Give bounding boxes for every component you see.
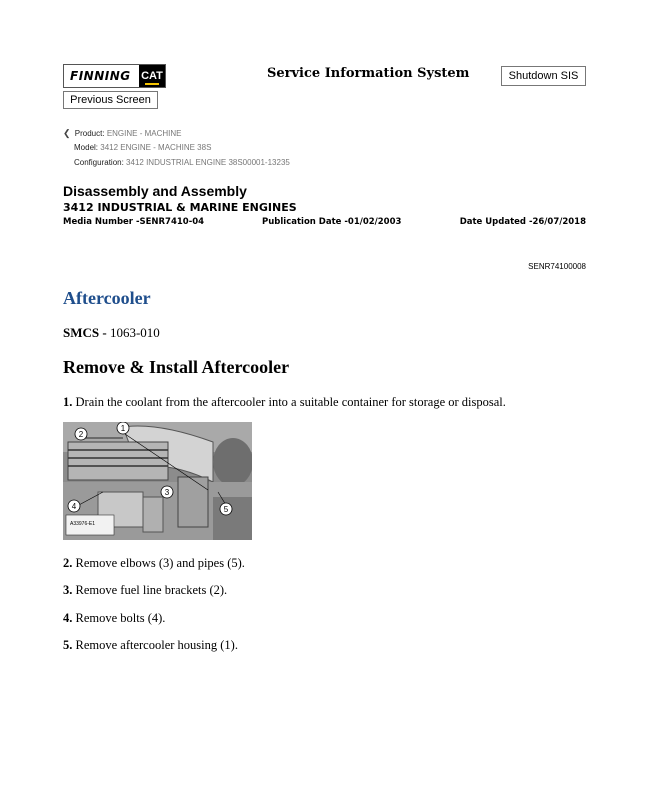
aftercooler-illustration [63, 422, 252, 540]
product-label: Product: [74, 129, 105, 138]
step-5 [63, 638, 238, 653]
product-value: ENGINE - MACHINE [106, 129, 182, 138]
cat-badge: CAT [139, 65, 165, 87]
chevron-left-icon[interactable]: ❮ [63, 128, 71, 138]
step-4 [63, 611, 165, 626]
shutdown-sis-button[interactable]: Shutdown SIS [501, 66, 586, 86]
product-line [63, 128, 181, 139]
logo-text: FINNING [70, 69, 131, 83]
model-line [74, 143, 211, 152]
media-number: Media Number -SENR7410-04 [63, 217, 205, 227]
procedure-title: Remove & Install Aftercooler [63, 357, 290, 377]
step-text: Remove bolts (4). [75, 611, 166, 625]
step-text: Drain the coolant from the aftercooler into a suitable container for storage or disposal. [75, 395, 506, 409]
publication-date: Publication Date -01/02/2003 [262, 217, 402, 227]
step-number: 2. [63, 556, 73, 570]
callout-2 [75, 428, 87, 440]
configuration-line [74, 158, 290, 167]
smcs-value: 1063-010 [109, 325, 160, 340]
system-title: Service Information System [267, 66, 470, 81]
configuration-value: 3412 INDUSTRIAL ENGINE 38S00001-13235 [126, 158, 290, 167]
step-3 [63, 583, 227, 598]
callout-5 [220, 503, 232, 515]
step-number: 1. [63, 395, 73, 409]
callout-4 [68, 500, 80, 512]
callout-3 [161, 486, 173, 498]
document-type: Disassembly and Assembly [63, 183, 247, 199]
smcs-label: SMCS - [63, 325, 107, 340]
callout-3-label: 3 [164, 488, 170, 497]
callout-2-label: 2 [78, 430, 84, 439]
step-text: Remove elbows (3) and pipes (5). [75, 556, 245, 570]
smcs-code [63, 325, 160, 341]
step-text: Remove fuel line brackets (2). [75, 583, 228, 597]
step-number: 4. [63, 611, 73, 625]
previous-screen-button[interactable]: Previous Screen [63, 91, 158, 109]
step-2 [63, 556, 245, 571]
model-label: Model: [74, 143, 99, 152]
callout-5-label: 5 [223, 505, 229, 514]
step-1 [63, 395, 506, 410]
document-id: SENR74100008 [528, 262, 586, 271]
callout-1 [117, 422, 129, 434]
step-text: Remove aftercooler housing (1). [75, 638, 238, 652]
callout-4-label: 4 [71, 502, 77, 511]
date-updated: Date Updated -26/07/2018 [459, 217, 586, 227]
section-title: Aftercooler [63, 288, 151, 308]
finning-cat-logo [63, 64, 166, 88]
model-value: 3412 ENGINE - MACHINE 38S [100, 143, 212, 152]
configuration-label: Configuration: [74, 158, 124, 167]
callout-1-label: 1 [120, 424, 126, 433]
illustration-caption: A33976-E1 [70, 521, 96, 527]
document-engines: 3412 INDUSTRIAL & MARINE ENGINES [63, 201, 297, 214]
step-number: 5. [63, 638, 73, 652]
step-number: 3. [63, 583, 73, 597]
